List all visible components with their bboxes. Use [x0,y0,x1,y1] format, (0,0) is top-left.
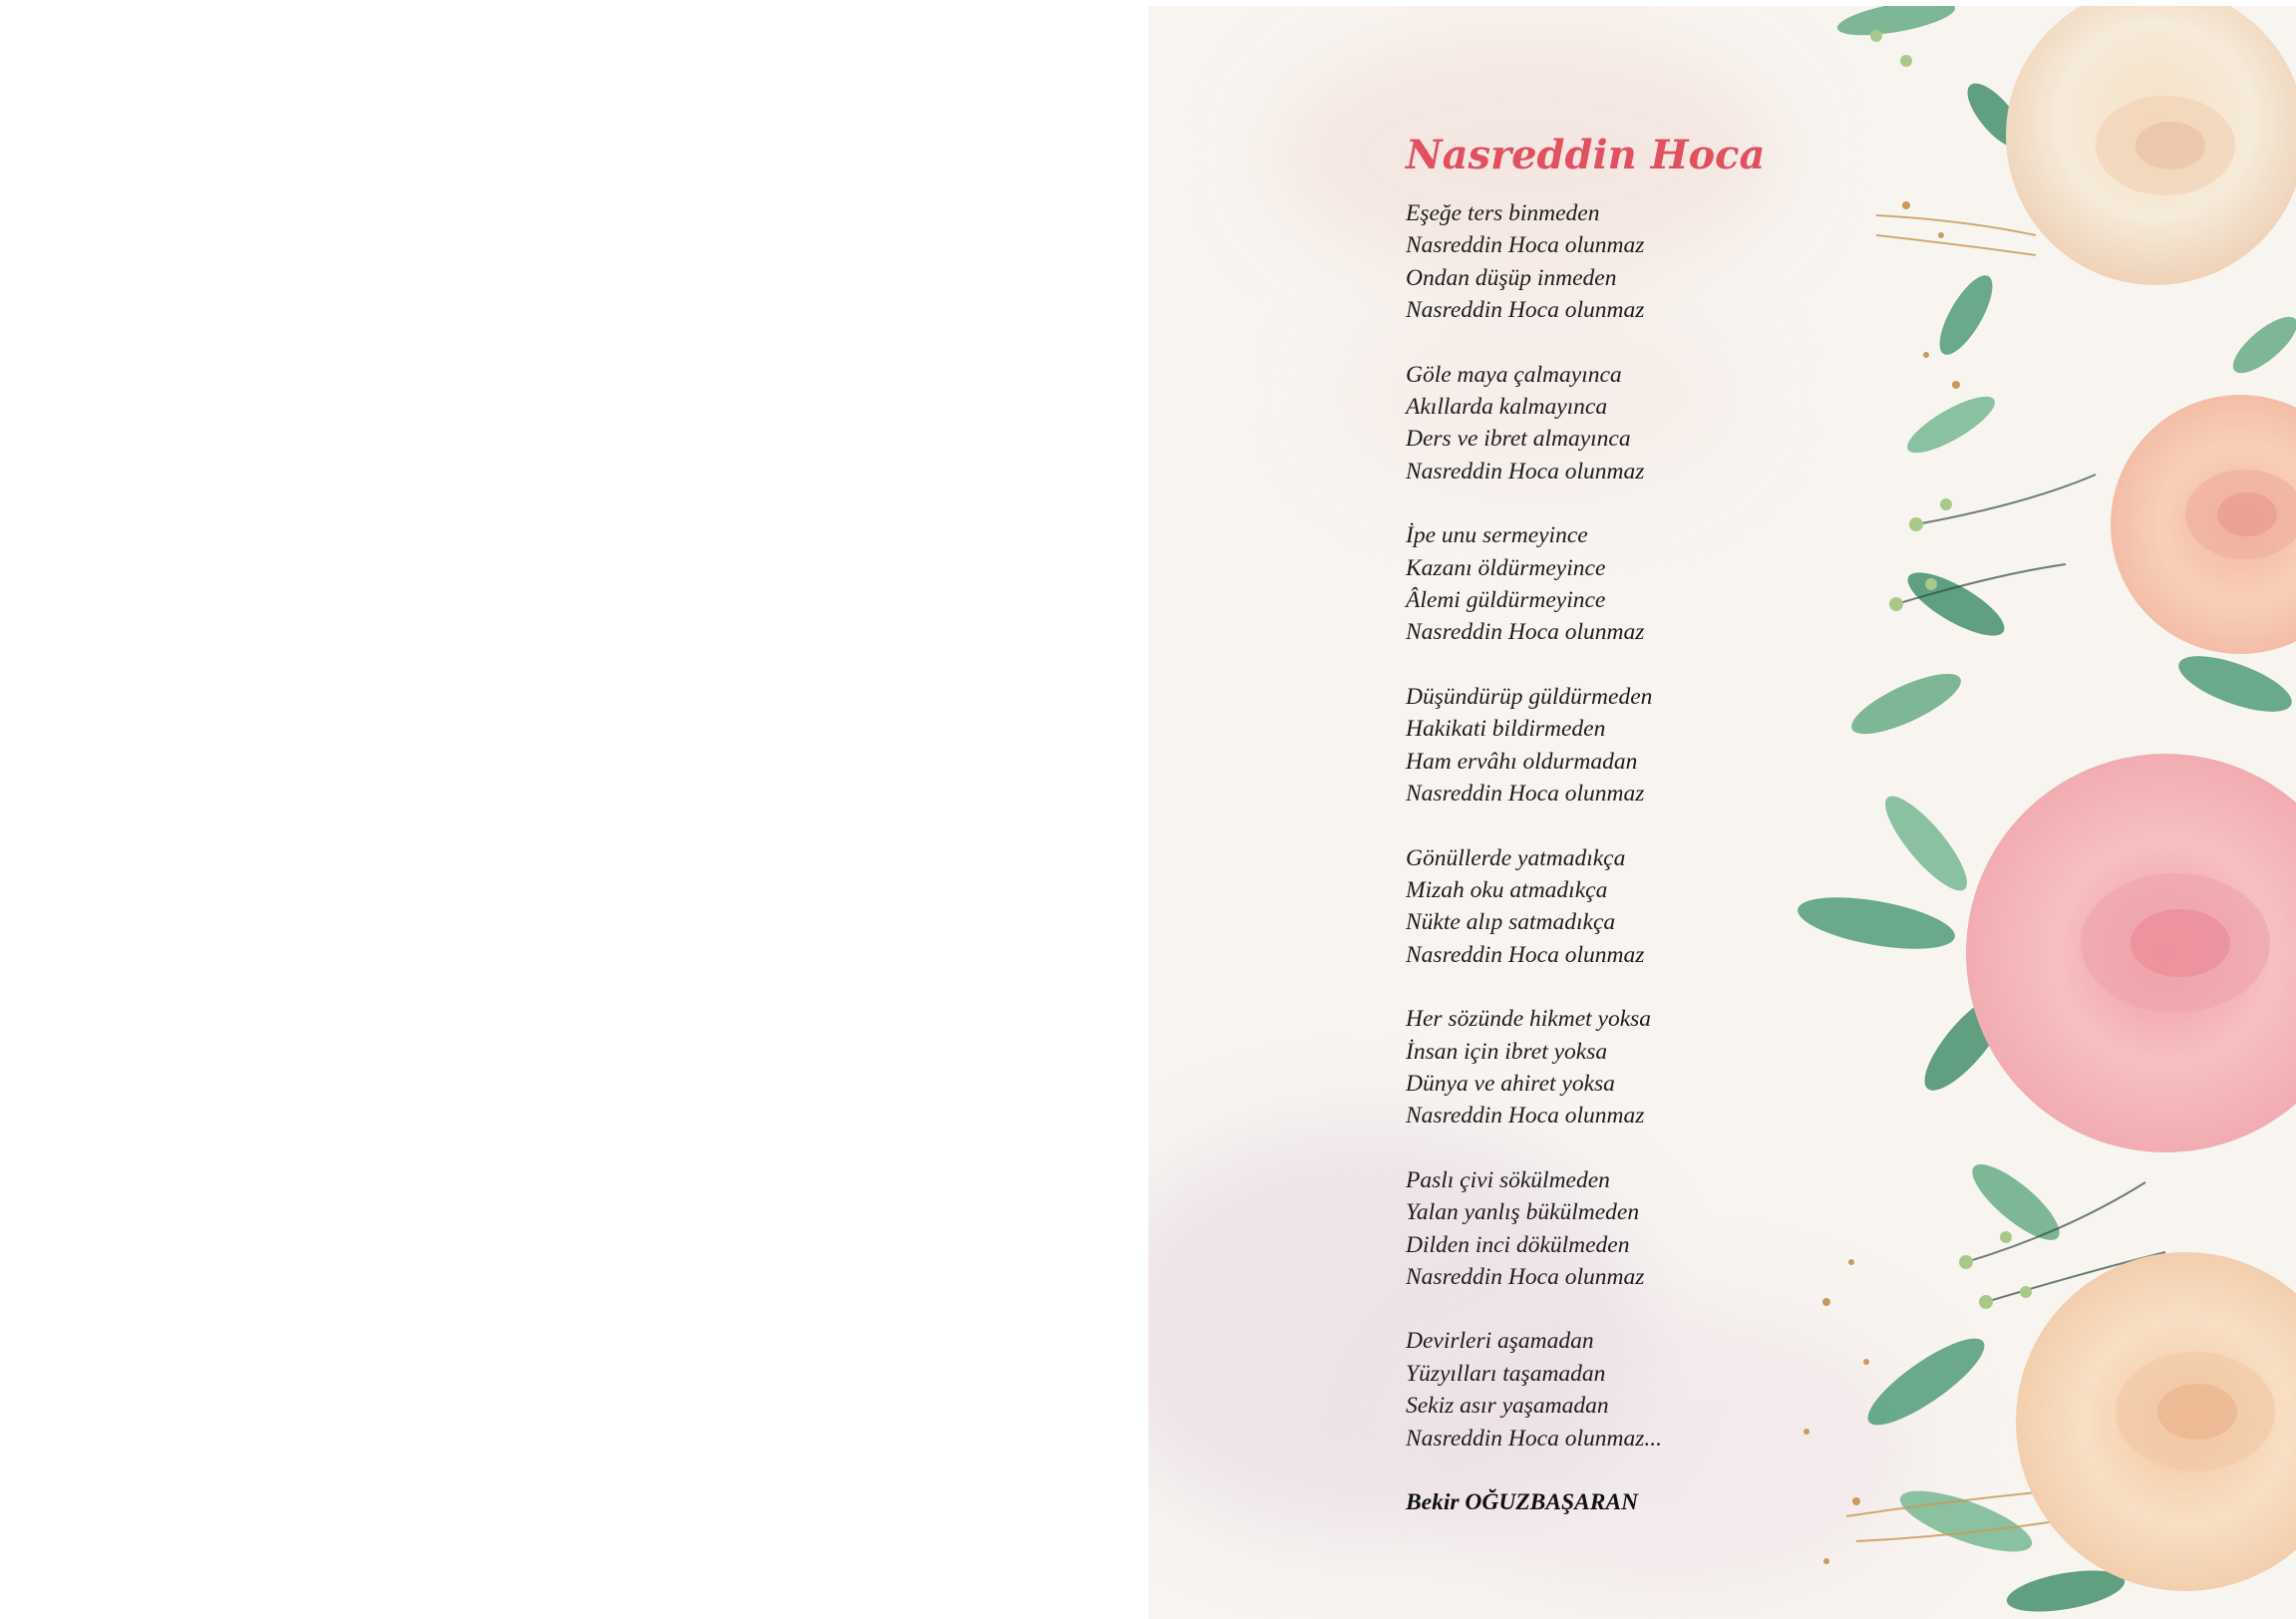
poem-line: Ham ervâhı oldurmadan [1406,748,1638,775]
poem-line: Ondan düşüp inmeden [1406,264,1617,291]
poem-line: Nasreddin Hoca olunmaz [1406,1103,1645,1130]
poem-page [1148,6,2296,1619]
poem-title: Nasreddin Hoca [1406,132,1766,178]
poem-line: Dilden inci dökülmeden [1406,1231,1630,1258]
poem-line: Nasreddin Hoca olunmaz [1406,1263,1645,1290]
poem-line: Eşeğe ters binmeden [1406,200,1600,226]
rose-cream-bottom [2016,1252,2296,1591]
rose-peach-upper [2111,395,2296,654]
poem-line: Âlemi güldürmeyince [1406,587,1606,614]
poem-author: Bekir OĞUZBAŞARAN [1406,1489,1639,1515]
rose-pink-middle [1966,754,2296,1152]
poem-line: Akıllarda kalmayınca [1406,394,1608,421]
poem-line: Nasreddin Hoca olunmaz [1406,619,1645,646]
poem-line: Nasreddin Hoca olunmaz [1406,781,1645,808]
poem-line: Nasreddin Hoca olunmaz [1406,232,1645,259]
poem-line: Nükte alıp satmadıkça [1406,909,1616,936]
poem-line: Nasreddin Hoca olunmaz [1406,458,1645,485]
poem-line: Gönüllerde yatmadıkça [1406,844,1626,871]
poem-line: İpe unu sermeyince [1406,522,1588,549]
rose-cream-top [2006,6,2296,285]
poem-line: Nasreddin Hoca olunmaz [1406,297,1645,324]
poem-line: Paslı çivi sökülmeden [1406,1166,1610,1193]
poem-line: Dünya ve ahiret yoksa [1406,1070,1615,1097]
poem-line: Göle maya çalmayınca [1406,361,1622,388]
poem-line: Kazanı öldürmeyince [1406,554,1606,581]
poem-line: Her sözünde hikmet yoksa [1406,1006,1652,1033]
poem-line: İnsan için ibret yoksa [1406,1038,1608,1065]
poem-line: Devirleri aşamadan [1406,1328,1594,1355]
poem-line: Mizah oku atmadıkça [1406,876,1608,903]
watercolor-rose-border-icon [1767,6,2296,1619]
poem-line: Hakikati bildirmeden [1406,716,1606,743]
poem-line: Sekiz asır yaşamadan [1406,1393,1609,1420]
poem-line: Nasreddin Hoca olunmaz... [1406,1425,1662,1452]
poem-line: Yüzyılları taşamadan [1406,1360,1606,1387]
poem-line: Ders ve ibret almayınca [1406,426,1631,453]
poem-line: Yalan yanlış bükülmeden [1406,1199,1640,1226]
poem-line: Nasreddin Hoca olunmaz [1406,941,1645,968]
poem-line: Düşündürüp güldürmeden [1406,683,1653,710]
